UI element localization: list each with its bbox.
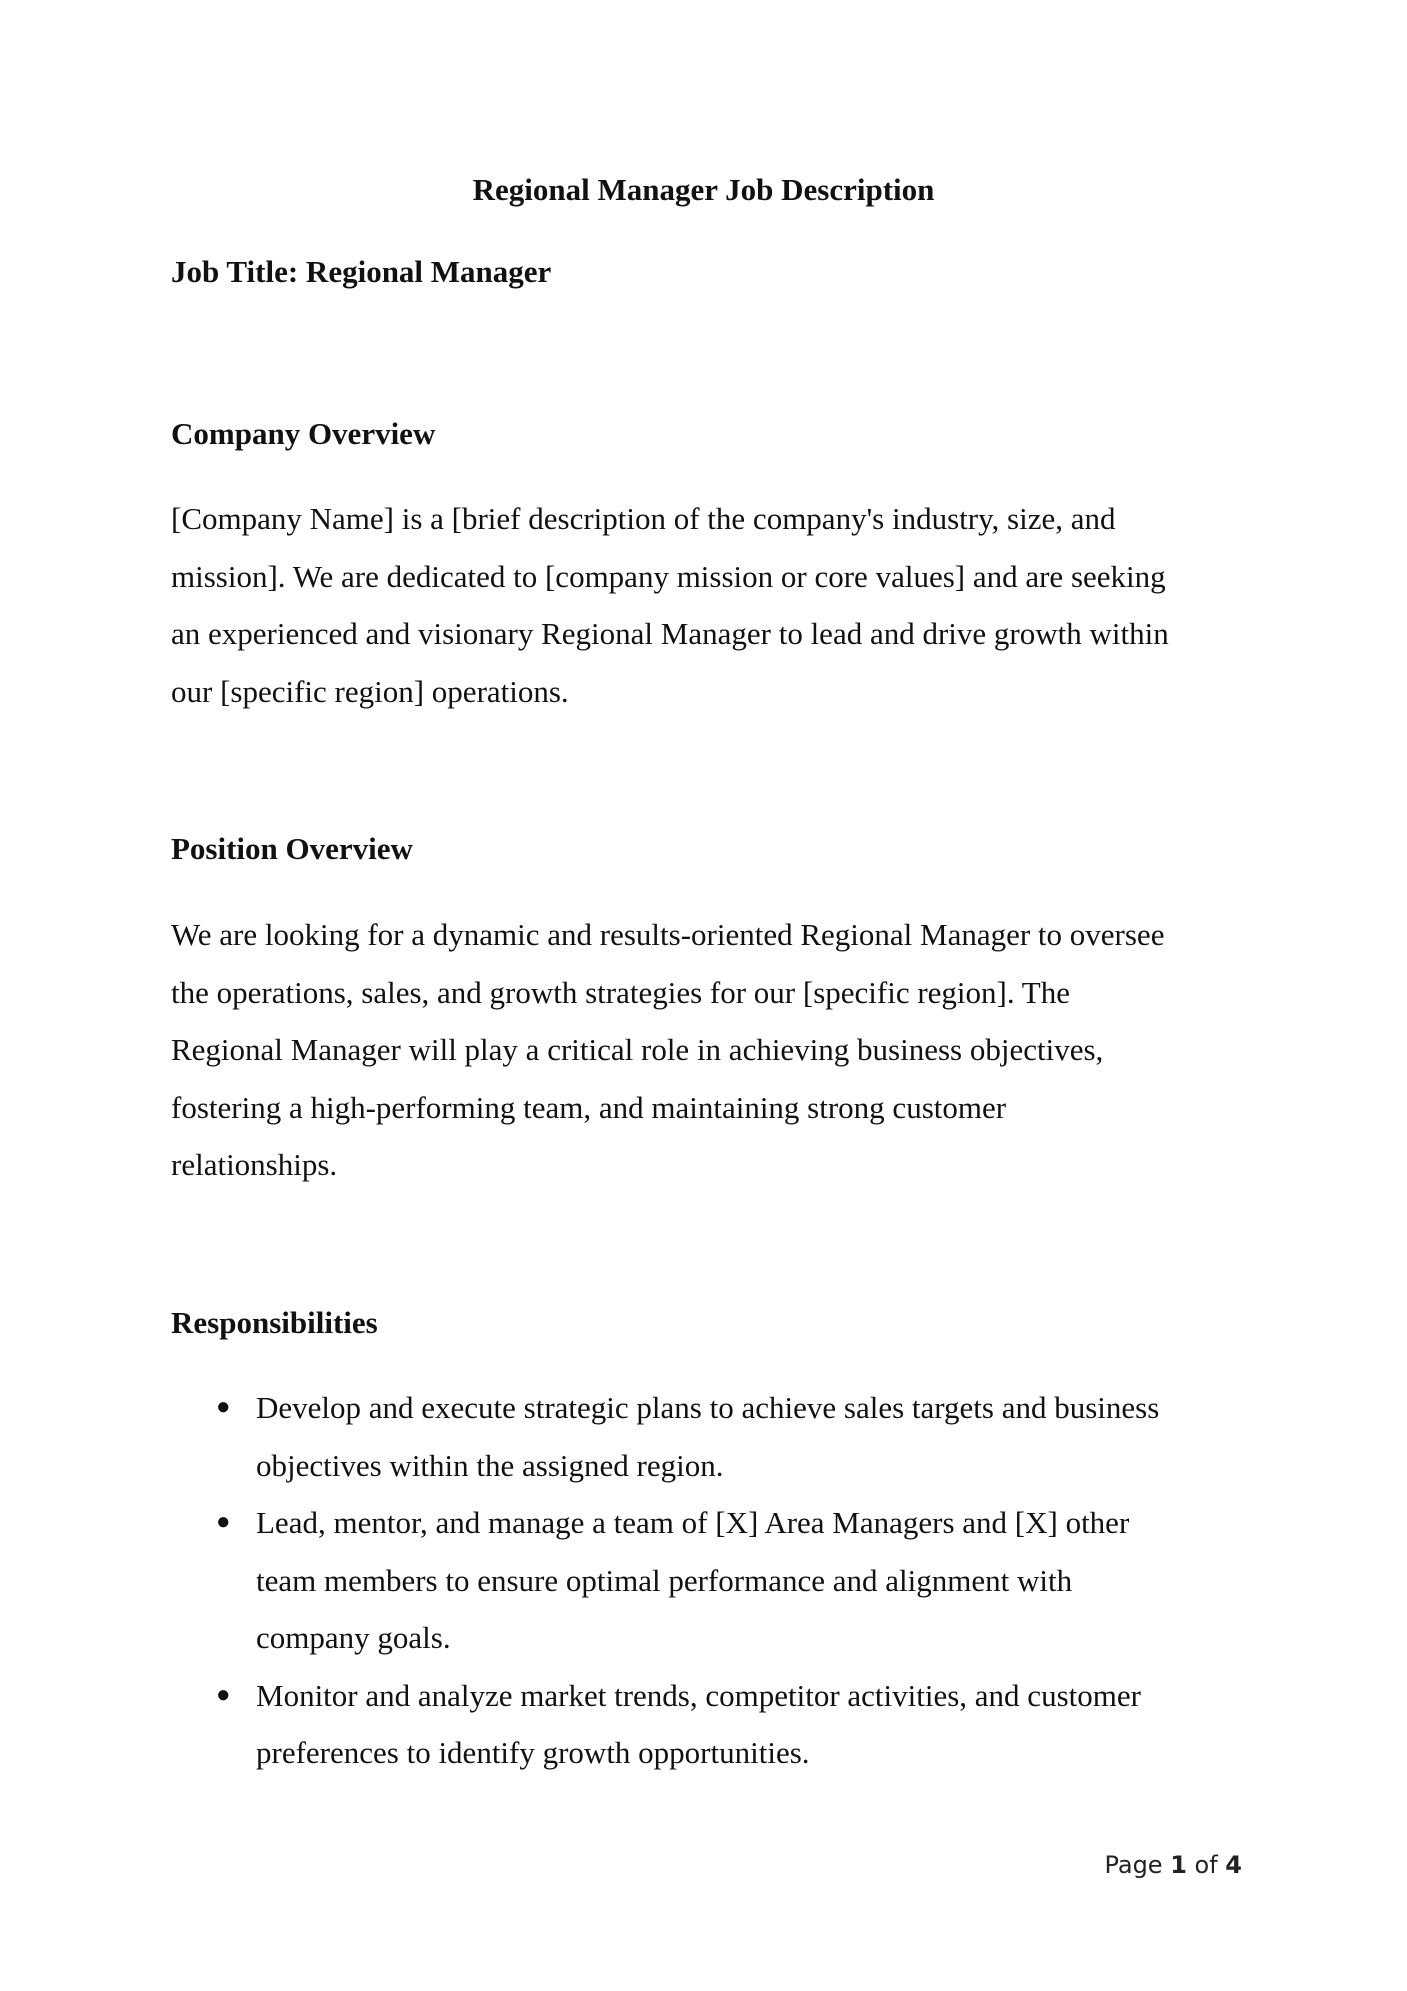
paragraph-line: our [specific region] operations.	[171, 673, 569, 709]
paragraph-line: fostering a high-performing team, and maintaining strong customer	[171, 1089, 1007, 1125]
position-overview-paragraph	[171, 906, 1251, 1194]
list-item-line: Monitor and analyze market trends, competitor activities, and customer	[256, 1677, 1141, 1713]
paragraph-line: an experienced and visionary Regional Manager to lead and drive growth within	[171, 616, 1169, 651]
bullet-icon: ●	[216, 1394, 231, 1420]
list-item-line: Lead, mentor, and manage a team of [X] Area Managers and [X] other	[256, 1505, 1130, 1540]
paragraph-line: We are looking for a dynamic and results-oriented Regional Manager to oversee	[171, 917, 1165, 952]
list-item-line: Develop and execute strategic plans to achieve sales targets and business	[256, 1390, 1160, 1425]
list-item-line: preferences to identify growth opportunities.	[256, 1735, 810, 1770]
position-overview-heading: Position Overview	[171, 831, 413, 866]
list-item	[171, 1379, 1251, 1494]
page-number	[1104, 1849, 1242, 1881]
responsibilities-list	[171, 1379, 1251, 1782]
company-overview-paragraph	[171, 490, 1251, 720]
paragraph-line: Regional Manager will play a critical role in achieving business objectives,	[171, 1032, 1104, 1067]
current-page: 1	[1170, 1851, 1187, 1879]
document-title: Regional Manager Job Description	[472, 172, 935, 207]
total-pages: 4	[1225, 1851, 1242, 1879]
list-item	[171, 1494, 1251, 1667]
company-overview-heading: Company Overview	[171, 416, 436, 451]
bullet-icon: ●	[216, 1681, 231, 1708]
paragraph-line: the operations, sales, and growth strategies for our [specific region]. The	[171, 974, 1070, 1010]
paragraph-line: [Company Name] is a [brief description of the company's industry, size, and	[171, 501, 1116, 536]
list-item-line: company goals.	[256, 1620, 451, 1655]
responsibilities-heading: Responsibilities	[171, 1305, 378, 1340]
list-item-line: objectives within the assigned region.	[256, 1447, 724, 1483]
list-item-line: team members to ensure optimal performance and alignment with	[256, 1562, 1073, 1598]
page-number-prefix: Page	[1104, 1851, 1171, 1879]
job-title: Job Title: Regional Manager	[171, 254, 552, 289]
page-number-of: of	[1186, 1851, 1226, 1879]
list-item	[171, 1667, 1251, 1782]
paragraph-line: mission]. We are dedicated to [company mission or core values] and are seeking	[171, 558, 1166, 594]
paragraph-line: relationships.	[171, 1147, 338, 1182]
bullet-icon: ●	[216, 1509, 231, 1535]
